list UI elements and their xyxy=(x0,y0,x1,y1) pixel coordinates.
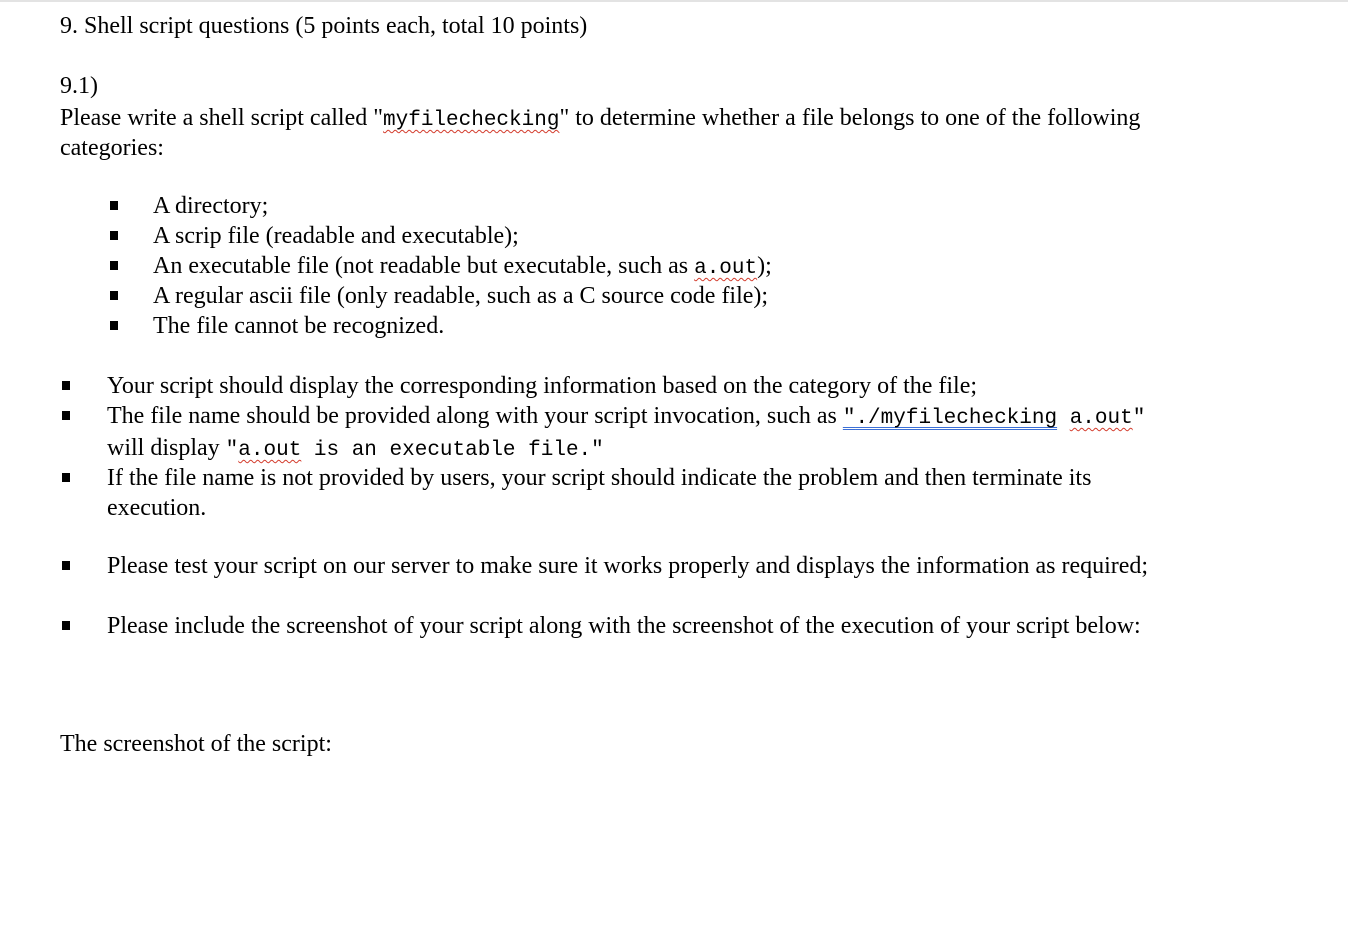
question-number: 9.1) xyxy=(60,73,98,99)
requirement-display: Your script should display the corresponding information based on the category of the file; xyxy=(107,373,978,399)
requirement-missing-file-line-2: execution. xyxy=(107,495,207,521)
category-text-end: ); xyxy=(757,253,772,279)
command-quote-close: " xyxy=(1132,407,1146,430)
requirement-invocation-line-2 xyxy=(107,433,604,466)
intro-text-before: Please write a shell script called " xyxy=(60,105,384,131)
requirement-invocation xyxy=(107,401,1145,434)
page-top-edge xyxy=(0,0,1348,2)
output-quote-open: " xyxy=(225,439,239,462)
category-item: A scrip file (readable and executable); xyxy=(153,223,519,249)
requirement-missing-file: If the file name is not provided by users, your script should indicate the problem and then terminate its xyxy=(107,465,1092,491)
bullet-marker xyxy=(110,201,118,210)
category-item: The file cannot be recognized. xyxy=(153,313,445,339)
command-space xyxy=(1057,407,1070,430)
category-text: An executable file (not readable but executable, such as xyxy=(153,253,695,279)
bullet-marker xyxy=(110,321,118,330)
command-argument: a.out xyxy=(1069,407,1133,430)
bullet-marker xyxy=(62,381,70,390)
bullet-marker xyxy=(110,291,118,300)
intro-text-after: " to determine whether a file belongs to one of the following xyxy=(559,105,1141,131)
bullet-marker xyxy=(62,561,70,570)
bullet-marker xyxy=(62,473,70,482)
code-example: a.out xyxy=(694,257,758,280)
category-item xyxy=(153,251,772,284)
output-filename: a.out xyxy=(238,439,302,462)
requirement-screenshot: Please include the screenshot of your script along with the screenshot of the execution of your script below: xyxy=(107,613,1141,639)
category-item: A regular ascii file (only readable, such as a C source code file); xyxy=(153,283,769,309)
bullet-marker xyxy=(62,411,70,420)
script-name: myfilechecking xyxy=(383,109,560,132)
command-path: ./myfilechecking xyxy=(855,407,1058,430)
question-heading: 9. Shell script questions (5 points each, total 10 points) xyxy=(60,13,588,39)
output-message: is an executable file." xyxy=(301,439,604,462)
bullet-marker xyxy=(62,621,70,630)
bullet-marker xyxy=(110,261,118,270)
intro-line-2: categories: xyxy=(60,135,164,161)
screenshot-caption: The screenshot of the script: xyxy=(60,731,332,757)
category-item: A directory; xyxy=(153,193,269,219)
command-quote-open: " xyxy=(842,407,856,430)
requirement-test: Please test your script on our server to make sure it works properly and displays the information as required; xyxy=(107,553,1149,579)
bullet-marker xyxy=(110,231,118,240)
display-text: will display xyxy=(107,435,226,461)
intro-line-1 xyxy=(60,103,1140,136)
invocation-text: The file name should be provided along with your script invocation, such as xyxy=(107,403,843,429)
